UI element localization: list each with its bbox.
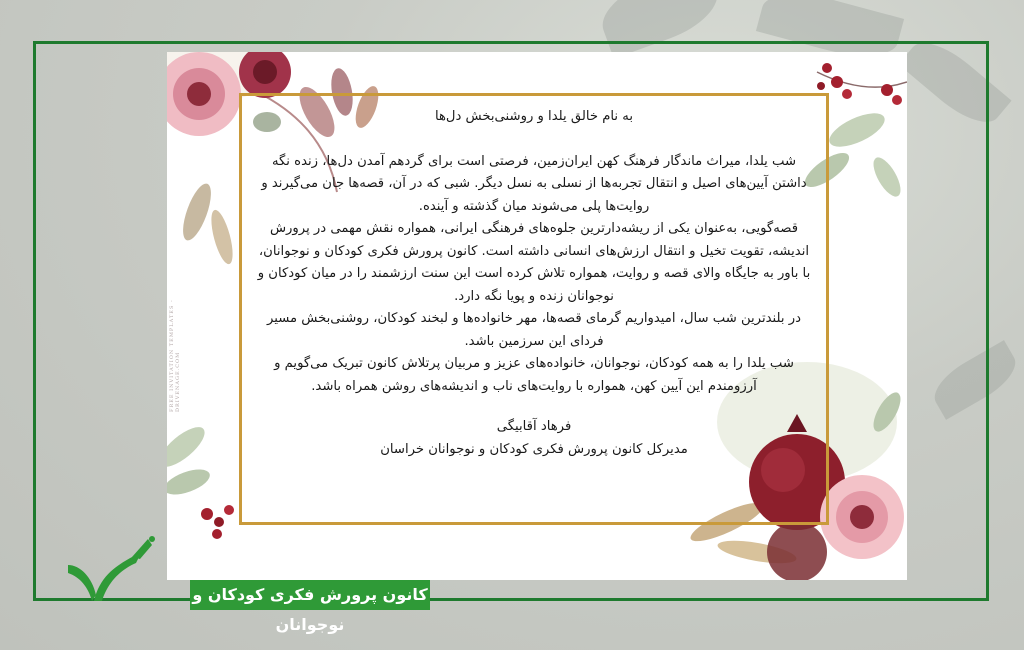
- letter-paragraph: شب یلدا، میراث ماندگار فرهنگ کهن ایران‌زمین، فرصتی است برای گردهم آمدن دل‌ها، زنده نگه داشتن آیین‌های اصیل و انتقال تجربه‌ها از نسلی به نسل دیگر. شبی که در آن، قصه‌ها جان می‌گیرند و روایت‌ها پلی می‌شوند میان گذشته و آینده.: [261, 153, 807, 214]
- greeting-card: [167, 52, 907, 580]
- kanoon-logo-text: کانون پرورش فکری کودکان و نوجوانان: [190, 580, 430, 610]
- kanoon-logo-icon: [66, 535, 161, 607]
- letter-paragraph: شب یلدا را به همه کودکان، نوجوانان، خانواده‌های عزیز و مربیان پرتلاش کانون تبریک می‌گویم و آرزومندم این آیین کهن، همواره با روایت‌های ناب و اندیشه‌های روشن همراه باشد.: [274, 356, 794, 394]
- signature-title: مدیرکل کانون پرورش فکری کودکان و نوجوانان خراسان: [380, 441, 688, 457]
- letter-paragraph: در بلندترین شب سال، امیدواریم گرمای قصه‌ها، مهر خانواده‌ها و لبخند کودکان، روشنی‌بخش مسیر فردای این سرزمین باشد.: [266, 311, 802, 349]
- letter-paragraph: قصه‌گویی، به‌عنوان یکی از ریشه‌دارترین جلوه‌های فرهنگی ایرانی، همواره نقش مهمی در پرورش اندیشه، تقویت تخیل و انتقال ارزش‌های انسانی داشته است. کانون پرورش فکری کودکان و نوجوانان، با باور به جایگاه والای قصه و روایت، همواره تلاش کرده است این سنت ارزشمند را در میان کودکان و نوجوانان زنده و پویا نگه دارد.: [257, 221, 811, 304]
- signature-name: فرهاد آقابیگی: [496, 419, 572, 434]
- letter-title: به نام خالق یلدا و روشنی‌بخش دل‌ها: [434, 109, 634, 124]
- letter-body: [257, 106, 811, 461]
- side-watermark: FREE INVITATION TEMPLATES - DRIVENAGE.COM: [169, 299, 181, 412]
